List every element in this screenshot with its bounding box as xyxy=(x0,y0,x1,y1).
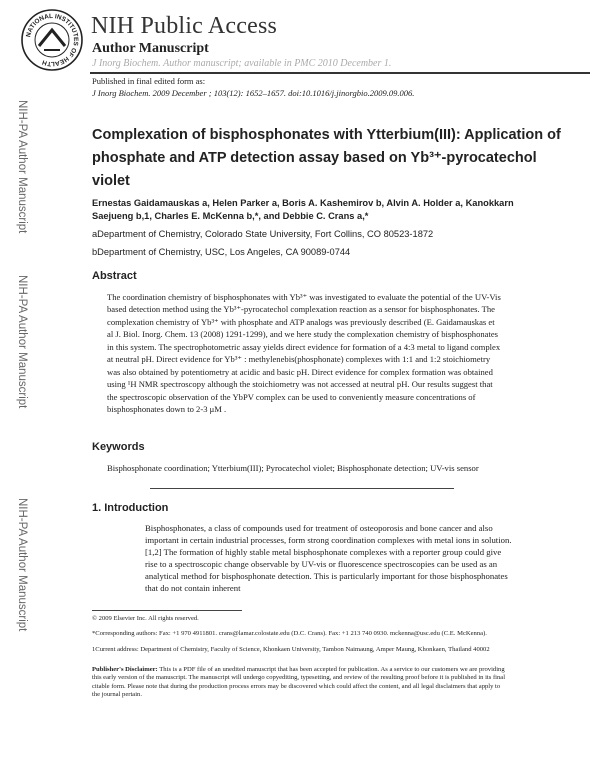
publication-citation[interactable] xyxy=(92,88,414,98)
journal-citation: J Inorg Biochem. 2009 December ; 103(12): 1652–1657. doi:10.1016/j.jinorgbio.2009.09.006. xyxy=(92,88,415,98)
keywords-heading: Keywords xyxy=(92,441,145,453)
affiliation-colorado: aDepartment of Chemistry, Colorado State University, Fort Collins, CO 80523-1872 xyxy=(92,229,434,239)
affiliation-usc: bDepartment of Chemistry, USC, Los Angeles, CA 90089-0744 xyxy=(92,247,351,257)
svg-text:NATIONAL INSTITUTES OF HEALTH xyxy=(25,13,79,67)
journal-availability-note: J Inorg Biochem. Author manuscript; available in PMC 2010 December 1. xyxy=(92,58,392,69)
copyright-note: © 2009 Elsevier Inc. All rights reserved. xyxy=(92,615,199,622)
disclaimer-label: Publisher's Disclaimer: xyxy=(92,666,158,673)
abstract-heading: Abstract xyxy=(92,270,137,282)
introduction-text: Bisphosphonates, a class of compounds used for treatment of osteoporosis and bone cancer and also important in certain industrial processes, form strong coordination complexes with metal ions in solution.[1,2] The formation of highly stable metal bisphosphonate complexes with a reporter group could give rise to a spectroscopic change observable by UV-vis or fluorescence spectroscopies can be used as an analytical method for bisphosphonate detection. This is particularly important for those bisphosphonates that do not contain inherent xyxy=(145,523,512,594)
footnote-rule xyxy=(92,610,242,611)
disclaimer-text: This is a PDF file of an unedited manuscript that has been accepted for publication. As a service to our customers we are providing this early version of the manuscript. The manuscript will undergo copyediting, typesetting, and review of the resulting proof before it is published in its final citable form. Please note that during the production process errors may be discovered which could affect the content, and all legal disclaimers that apply to the journal pertain. xyxy=(92,666,506,698)
seal-text: NATIONAL INSTITUTES OF HEALTH xyxy=(25,12,80,68)
corresponding-authors-note[interactable]: *Corresponding authors: Fax: +1 970 4911801. crans@lamar.colostate.edu (D.C. Crans). Fax: +1 213 740 0930. mckenna@usc.edu (C.E. McKenna). xyxy=(92,630,487,637)
publisher-disclaimer xyxy=(92,666,507,699)
header-rule xyxy=(90,72,590,74)
side-label-top: NIH-PA Author Manuscript xyxy=(16,100,28,234)
author-list: Ernestas Gaidamauskas a, Helen Parker a, Boris A. Kashemirov b, Alvin A. Holder a, Kanokkarn Saejueng b,1, Charles E. McKenna b,*, and Debbie C. Crans a,* xyxy=(92,198,514,221)
author-manuscript-label: Author Manuscript xyxy=(92,41,209,56)
side-label-middle: NIH-PA Author Manuscript xyxy=(16,275,28,409)
keywords-separator xyxy=(150,488,454,489)
nih-seal-logo xyxy=(20,8,84,72)
keywords-text: Bisphosphonate coordination; Ytterbium(III); Pyrocatechol violet; Bisphosphonate detection; UV-vis sensor xyxy=(107,463,479,473)
article-title: Complexation of bisphosphonates with Ytterbium(III): Application of phosphate and ATP detection assay based on Yb³⁺-pyrocatechol violet xyxy=(92,127,561,189)
side-label-bottom: NIH-PA Author Manuscript xyxy=(16,498,28,632)
published-in-label: Published in final edited form as: xyxy=(92,76,206,86)
nih-public-access-title: NIH Public Access xyxy=(91,13,278,39)
current-address-note: 1Current address: Department of Chemistry, Faculty of Science, Khonkaen University, Tambon Naimaung, Amper Maung, Khonkaen, Thailand 40002 xyxy=(92,646,490,653)
introduction-heading: 1. Introduction xyxy=(92,502,169,514)
abstract-text: The coordination chemistry of bisphosphonates with Yb³⁺ was investigated to evaluate the potential of the UV-Vis based detection method using the Yb³⁺-pyrocatechol complexation reaction as a sensor for bisphosphonates. The complexation chemistry of Yb³⁺ with phosphate and ATP analogs was previously described (E. Gaidamauskas et al J. Biol. Inorg. Chem. 13 (2008) 1291-1299), and we here study the complexation chemistry of bisphosphonates in this system. The spectrophotometric assay yields direct evidence for formation of a 4:3 metal to ligand complex at neutral pH. Direct evidence for Yb³⁺ : methylenebis(phosphonate) complexes with 1:1 and 1:2 stoichiometry was also obtained by potentiometry at acidic and basic pH. Direct evidence for complex formation was obtained using ¹H NMR spectroscopy although the stoichiometry was not accessed at neutral pH. Our results suggest that the spectroscopic observation of the YbPV complex can be used to conveniently measure concentrations of bisphosphonates down to 2-3 μM . xyxy=(107,292,501,415)
